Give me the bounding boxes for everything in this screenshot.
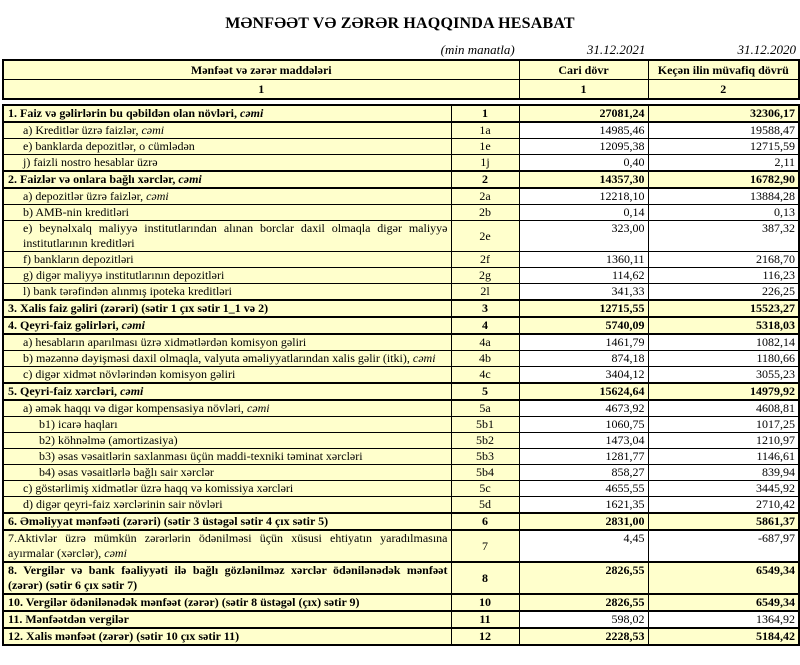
row-label-cell [3, 513, 451, 530]
row-label: a) Kreditlər üzrə faizlər, [23, 123, 142, 137]
value-previous-cell: 3445,92 [648, 481, 799, 497]
table-row [3, 105, 799, 122]
value-current-cell: 4655,55 [519, 481, 648, 497]
value-previous-cell: 1210,97 [648, 433, 799, 449]
row-label: a) hesabların aparılması üzrə xidmətlərdən komisyon gəliri [23, 335, 307, 349]
row-label-cell [3, 417, 451, 433]
row-label: 12. Xalis mənfəət (zərər) (sətir 10 çıx sətir 11) [8, 629, 240, 643]
header-items-label: Mənfəət və zərər maddələri [3, 60, 519, 80]
report-table [2, 104, 800, 646]
value-previous-cell: 14979,92 [648, 383, 799, 400]
value-current-cell: 114,62 [519, 268, 648, 284]
row-label-cell [3, 497, 451, 514]
row-code-cell: 2b [451, 205, 519, 221]
row-label-cell [3, 562, 451, 594]
row-code-cell: 5b4 [451, 465, 519, 481]
row-label-italic: cəmi [240, 106, 264, 120]
row-code-cell: 7 [451, 530, 519, 562]
value-current-cell: 2228,53 [519, 628, 648, 645]
row-label: 1. Faiz və gəlirlərin bu qəbildən olan növləri, [8, 106, 240, 120]
table-row [3, 205, 799, 221]
row-label: 2. Faizlər və onlara bağlı xərclər, [8, 172, 179, 186]
row-label: j) faizli nostro hesablar üzrə [23, 155, 158, 169]
table-row [3, 221, 799, 252]
value-previous-cell: 116,23 [648, 268, 799, 284]
header-index-previous: 2 [648, 80, 799, 100]
value-current-cell: 1060,75 [519, 417, 648, 433]
row-label-cell [3, 367, 451, 384]
table-row [3, 594, 799, 611]
value-current-cell: 12715,55 [519, 300, 648, 317]
row-label-cell [3, 628, 451, 645]
table-row [3, 530, 799, 562]
unit-note: (min manatla) [440, 42, 515, 57]
value-previous-cell: 2710,42 [648, 497, 799, 514]
value-current-cell: 1461,79 [519, 334, 648, 351]
value-previous-cell: 15523,27 [648, 300, 799, 317]
value-previous-cell: 5318,03 [648, 317, 799, 334]
value-current-cell: 2826,55 [519, 594, 648, 611]
row-label: 6. Əməliyyat mənfəəti (zərəri) (sətir 3 üstəgəl sətir 4 çıx sətir 5) [8, 514, 329, 528]
table-row [3, 139, 799, 155]
row-label-cell [3, 284, 451, 301]
row-code-cell: 2l [451, 284, 519, 301]
row-code-cell: 4 [451, 317, 519, 334]
row-label-cell [3, 594, 451, 611]
table-row [3, 317, 799, 334]
row-code-cell: 4c [451, 367, 519, 384]
row-label-cell [3, 433, 451, 449]
value-previous-cell: 1082,14 [648, 334, 799, 351]
row-label-cell [3, 351, 451, 367]
row-label: b2) köhnəlmə (amortizasiya) [39, 433, 178, 447]
row-label: f) bankların depozitləri [23, 252, 134, 266]
page-title: MƏNFƏƏT VƏ ZƏRƏR HAQQINDA HESABAT [225, 15, 575, 32]
value-current-cell: 4,45 [519, 530, 648, 562]
value-current-cell: 2831,00 [519, 513, 648, 530]
value-current-cell: 27081,24 [519, 105, 648, 122]
row-label-cell [3, 252, 451, 268]
row-code-cell: 2e [451, 221, 519, 252]
row-label: 7.Aktivlər üzrə mümkün zərərlərin ödənilməsi üçün xüsusi ehtiyatın yaradılmasına ayırmalar (xərclər), [8, 531, 448, 560]
row-code-cell: 5d [451, 497, 519, 514]
row-label-cell [3, 300, 451, 317]
value-current-cell: 1473,04 [519, 433, 648, 449]
row-code-cell: 2 [451, 171, 519, 188]
row-label-cell [3, 188, 451, 205]
value-previous-cell: 1364,92 [648, 611, 799, 628]
value-previous-cell: 1180,66 [648, 351, 799, 367]
row-label: 10. Vergilər ödənilənədək mənfəət (zərər) (sətir 8 üstəgəl (çıx) sətir 9) [8, 595, 360, 609]
row-code-cell: 12 [451, 628, 519, 645]
row-label: e) beynəlxalq maliyyə institutlarından alınan borclar daxil olmaqla digər maliyyə institutlarının kreditləri [23, 221, 448, 250]
value-previous-cell: 5184,42 [648, 628, 799, 645]
row-label-cell [3, 155, 451, 172]
row-label: 11. Mənfəətdən vergilər [8, 612, 129, 626]
row-label: a) əmək haqqı və digər kompensasiya növləri, [23, 401, 247, 415]
row-label-cell [3, 205, 451, 221]
value-previous-cell: 1017,25 [648, 417, 799, 433]
header-row [3, 60, 799, 80]
table-row [3, 465, 799, 481]
subtitle-row [2, 42, 798, 57]
row-code-cell: 2g [451, 268, 519, 284]
table-row [3, 268, 799, 284]
value-previous-cell: 0,13 [648, 205, 799, 221]
table-row [3, 188, 799, 205]
row-label: 4. Qeyri-faiz gəlirləri, [8, 318, 122, 332]
value-previous-cell: 12715,59 [648, 139, 799, 155]
row-code-cell: 5b1 [451, 417, 519, 433]
row-label-italic: cəmi [412, 351, 436, 365]
row-code-cell: 5 [451, 383, 519, 400]
value-previous-cell: 16782,90 [648, 171, 799, 188]
row-label-cell [3, 465, 451, 481]
table-row [3, 367, 799, 384]
row-code-cell: 1e [451, 139, 519, 155]
table-row [3, 383, 799, 400]
table-row [3, 611, 799, 628]
value-current-cell: 1281,77 [519, 449, 648, 465]
row-label-cell [3, 334, 451, 351]
row-label-italic: cəmi [121, 318, 145, 332]
row-label: 5. Qeyri-faiz xərcləri, [8, 384, 121, 398]
row-label: b1) icarə haqları [39, 417, 118, 431]
value-previous-cell: 2168,70 [648, 252, 799, 268]
value-current-cell: 1621,35 [519, 497, 648, 514]
value-previous-cell: 839,94 [648, 465, 799, 481]
table-row [3, 171, 799, 188]
row-label: 3. Xalis faiz gəliri (zərəri) (sətir 1 çıx sətir 1_1 və 2) [8, 301, 269, 315]
value-previous-cell: -687,97 [648, 530, 799, 562]
value-previous-cell: 4608,81 [648, 400, 799, 417]
row-label: l) bank tərəfindən alınmış ipoteka kreditləri [23, 284, 232, 298]
row-code-cell: 2a [451, 188, 519, 205]
row-label: 8. Vergilər və bank fəaliyyəti ilə bağlı gözlənilməz xərclər ödənilənədək mənfəət (zərər) (sətir 6 çıx sətir 7) [8, 563, 448, 592]
value-current-cell: 598,02 [519, 611, 648, 628]
table-row [3, 497, 799, 514]
header-col-current: Cari dövr [519, 60, 648, 80]
value-previous-cell: 19588,47 [648, 122, 799, 139]
row-code-cell: 5a [451, 400, 519, 417]
value-current-cell: 874,18 [519, 351, 648, 367]
value-previous-cell: 5861,37 [648, 513, 799, 530]
row-label: e) banklarda depozitlər, o cümlədən [23, 139, 195, 153]
value-current-cell: 1360,11 [519, 252, 648, 268]
value-current-cell: 14357,30 [519, 171, 648, 188]
table-row [3, 300, 799, 317]
value-current-cell: 0,14 [519, 205, 648, 221]
table-row [3, 628, 799, 645]
row-label-italic: cəmi [246, 401, 270, 415]
table-row [3, 122, 799, 139]
row-label-cell [3, 171, 451, 188]
header-index-items: 1 [3, 80, 519, 100]
table-row [3, 351, 799, 367]
row-label-cell [3, 481, 451, 497]
row-label: a) depozitlər üzrə faizlər, [23, 189, 147, 203]
value-current-cell: 5740,09 [519, 317, 648, 334]
value-current-cell: 4673,92 [519, 400, 648, 417]
date-previous: 31.12.2020 [737, 42, 796, 57]
value-previous-cell: 387,32 [648, 221, 799, 252]
row-label-italic: cəmi [141, 123, 165, 137]
row-label-cell [3, 400, 451, 417]
row-label-cell [3, 268, 451, 284]
table-row [3, 449, 799, 465]
row-label-cell [3, 105, 451, 122]
header-col-previous: Keçən ilin müvafiq dövrü [648, 60, 799, 80]
value-current-cell: 323,00 [519, 221, 648, 252]
header-index-row [3, 80, 799, 100]
value-current-cell: 14985,46 [519, 122, 648, 139]
row-label: c) göstərlimiş xidmətlər üzrə haqq və komissiya xərcləri [23, 481, 294, 495]
row-label: b3) əsas vəsaitlərin saxlanması üçün maddi-texniki təminat xərcləri [39, 449, 363, 463]
table-row [3, 400, 799, 417]
row-code-cell: 3 [451, 300, 519, 317]
value-previous-cell: 226,25 [648, 284, 799, 301]
row-label: c) digər xidmət növlərindən komisyon gəliri [23, 367, 236, 381]
value-previous-cell: 2,11 [648, 155, 799, 172]
row-code-cell: 8 [451, 562, 519, 594]
table-row [3, 284, 799, 301]
date-current: 31.12.2021 [586, 42, 646, 57]
table-row [3, 433, 799, 449]
table-header [2, 59, 800, 100]
row-code-cell: 1a [451, 122, 519, 139]
value-current-cell: 2826,55 [519, 562, 648, 594]
row-code-cell: 1 [451, 105, 519, 122]
row-label-cell [3, 139, 451, 155]
row-code-cell: 1j [451, 155, 519, 172]
header-index-current: 1 [519, 80, 648, 100]
table-row [3, 562, 799, 594]
row-label-italic: cəmi [146, 189, 169, 203]
row-label: d) digər qeyri-faiz xərclərinin sair növləri [23, 497, 223, 511]
value-previous-cell: 13884,28 [648, 188, 799, 205]
row-code-cell: 5c [451, 481, 519, 497]
row-label-cell [3, 383, 451, 400]
row-code-cell: 5b3 [451, 449, 519, 465]
value-current-cell: 3404,12 [519, 367, 648, 384]
table-row [3, 417, 799, 433]
value-current-cell: 12218,10 [519, 188, 648, 205]
row-code-cell: 4a [451, 334, 519, 351]
row-label-italic: cəmi [120, 384, 144, 398]
value-current-cell: 15624,64 [519, 383, 648, 400]
row-code-cell: 6 [451, 513, 519, 530]
row-code-cell: 4b [451, 351, 519, 367]
row-label-italic: cəmi [104, 546, 127, 560]
value-current-cell: 858,27 [519, 465, 648, 481]
row-label-cell [3, 530, 451, 562]
row-code-cell: 5b2 [451, 433, 519, 449]
value-previous-cell: 1146,61 [648, 449, 799, 465]
table-row [3, 481, 799, 497]
table-row [3, 155, 799, 172]
value-previous-cell: 6549,34 [648, 594, 799, 611]
row-code-cell: 10 [451, 594, 519, 611]
row-label: b4) əsas vəsaitlərlə bağlı sair xərclər [39, 465, 214, 479]
value-current-cell: 0,40 [519, 155, 648, 172]
table-row [3, 334, 799, 351]
value-current-cell: 12095,38 [519, 139, 648, 155]
row-label-cell [3, 221, 451, 252]
row-label: g) digər maliyyə institutlarının depozitləri [23, 268, 225, 282]
row-label-cell [3, 449, 451, 465]
table-row [3, 513, 799, 530]
value-previous-cell: 32306,17 [648, 105, 799, 122]
value-previous-cell: 3055,23 [648, 367, 799, 384]
row-label-italic: cəmi [178, 172, 202, 186]
value-previous-cell: 6549,34 [648, 562, 799, 594]
row-code-cell: 2f [451, 252, 519, 268]
table-row [3, 252, 799, 268]
row-label-cell [3, 317, 451, 334]
row-label-cell [3, 122, 451, 139]
row-code-cell: 11 [451, 611, 519, 628]
row-label-cell [3, 611, 451, 628]
value-current-cell: 341,33 [519, 284, 648, 301]
row-label: b) AMB-nin kreditləri [23, 205, 129, 219]
row-label: b) məzənnə dəyişməsi daxil olmaqla, valyuta əməliyyatlarından xalis gəlir (itki), [23, 351, 413, 365]
